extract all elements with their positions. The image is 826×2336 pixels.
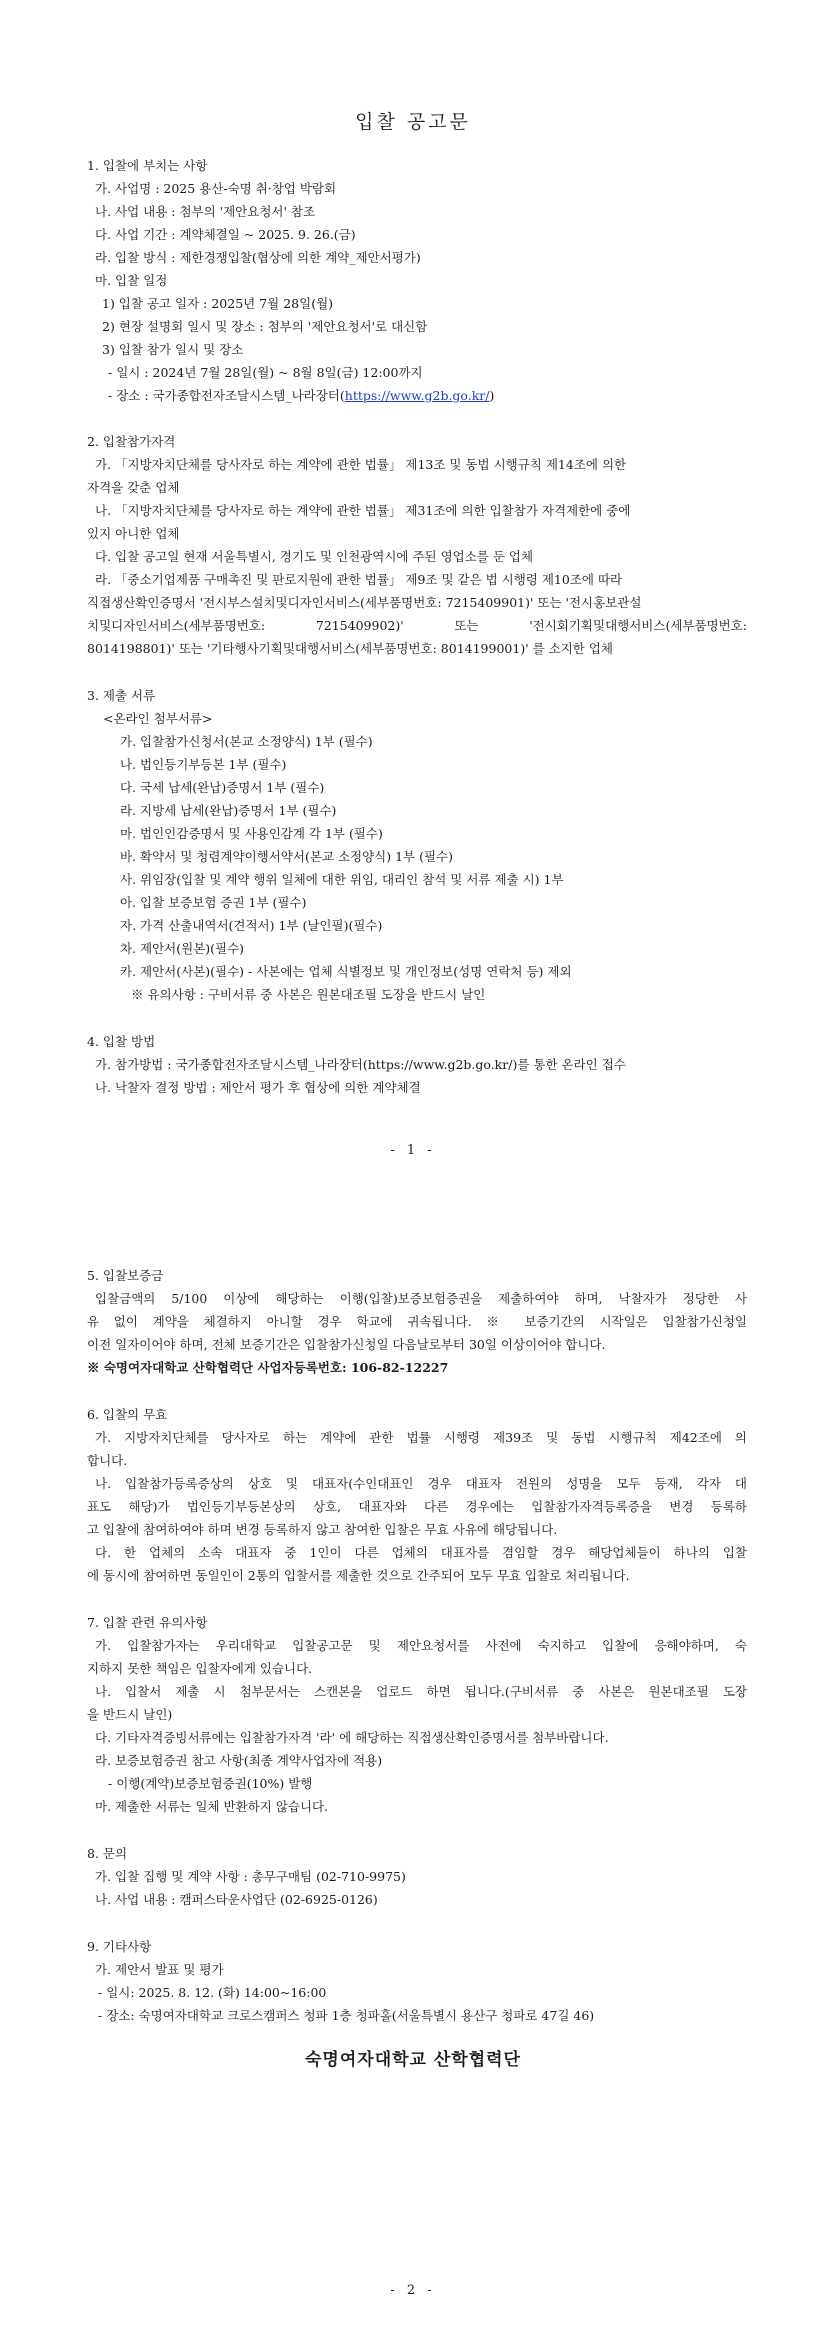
item-2-ga-2: 자격을 갖춘 업체: [87, 480, 180, 495]
page-number-2: - 2 -: [390, 2283, 436, 2298]
item-2-ra-1: 라. 「중소기업제품 구매촉진 및 판로지원에 관한 법률」 제9조 및 같은 법 시행령 제10조에 따라: [95, 572, 623, 587]
item-2-na-1: 나. 「지방자치단체를 당사자로 하는 계약에 관한 법률」 제31조에 의한 입찰참가 자격제한에 중에: [95, 503, 631, 518]
doc-ma: 마. 법인인감증명서 및 사용인감계 각 1부 (필수): [120, 826, 383, 841]
item-1-ma: 마. 입찰 일정: [95, 273, 168, 288]
item-7-ra: 라. 보증보험증권 참고 사항(최종 계약사업자에 적용): [95, 1753, 383, 1768]
item-6-na-3: 고 입찰에 참여하여야 하며 변경 등록하지 않고 참여한 입찰은 무효 사유에 해당됩니다.: [87, 1522, 558, 1537]
contact-procurement: 가. 입찰 집행 및 계약 사항 : 총무구매팀 (02-710-9975): [95, 1869, 406, 1884]
page-number-1: - 1 -: [390, 1143, 436, 1158]
doc-na: 나. 법인등기부등본 1부 (필수): [120, 757, 287, 772]
item-2-da: 다. 입찰 공고일 현재 서울특별시, 경기도 및 인천광역시에 주된 영업소를 둔 업체: [95, 549, 534, 564]
doc-ja: 자. 가격 산출내역서(견적서) 1부 (날인필)(필수): [120, 918, 383, 933]
item-7-ga-1: 가. 입찰참가자는 우리대학교 입찰공고문 및 제안요청서를 사전에 숙지하고 입찰에 응해야하며, 숙: [95, 1638, 747, 1653]
business-reg-number: ※ 숙명여자대학교 산학협력단 사업자등록번호: 106-82-12227: [87, 1360, 449, 1375]
section-1-heading: 1. 입찰에 부치는 사항: [87, 158, 208, 173]
doc-a: 아. 입찰 보증보험 증권 1부 (필수): [120, 895, 307, 910]
item-1-da: 다. 사업 기간 : 계약체결일 ~ 2025. 9. 26.(금): [95, 227, 356, 242]
section-6-heading: 6. 입찰의 무효: [87, 1407, 168, 1422]
item-4-ga: 가. 참가방법 : 국가종합전자조달시스템_나라장터(https://www.g2b.go.kr/)를 통한 온라인 접수: [95, 1057, 626, 1072]
g2b-link[interactable]: https://www.g2b.go.kr/: [344, 388, 490, 403]
item-2-na-2: 있지 아니한 업체: [87, 526, 180, 541]
item-1-ga: 가. 사업명 : 2025 용산-숙명 취·창업 박람회: [95, 181, 337, 196]
item-5-line-2: 유 없이 계약을 체결하지 아니할 경우 학교에 귀속됩니다. ※ 보증기간의 시작일은 입찰참가신청일: [87, 1314, 747, 1329]
section-4-heading: 4. 입찰 방법: [87, 1034, 156, 1049]
item-1-na: 나. 사업 내용 : 첨부의 '제안요청서' 참조: [95, 204, 316, 219]
presentation-place: - 장소: 숙명여자대학교 크로스캠퍼스 청파 1층 청파홀(서울특별시 용산구 청파로 47길 46): [98, 2008, 595, 2023]
doc-sa: 사. 위임장(입찰 및 계약 행위 일체에 대한 위임, 대리인 참석 및 서류 제출 시) 1부: [120, 872, 564, 887]
contact-campustown: 나. 사업 내용 : 캠퍼스타운사업단 (02-6925-0126): [95, 1892, 378, 1907]
item-9-ga: 가. 제안서 발표 및 평가: [95, 1962, 224, 1977]
item-2-ra-3: 치및디자인서비스(세부품명번호: 7215409902)' 또는 '전시회기획및대행서비스(세부품명번호:: [87, 618, 747, 633]
item-7-ma: 마. 제출한 서류는 일체 반환하지 않습니다.: [95, 1799, 329, 1814]
item-2-ra-2: 직접생산확인증명서 '전시부스설치및디자인서비스(세부품명번호: 7215409901)' 또는 '전시홍보관설: [87, 595, 642, 610]
item-7-ga-2: 지하지 못한 책임은 입찰자에게 있습니다.: [87, 1661, 313, 1676]
item-6-na-1: 나. 입찰참가등록증상의 상호 및 대표자(수인대표인 경우 대표자 전원의 성명을 모두 등재, 각자 대: [95, 1476, 747, 1491]
organization-name: 숙명여자대학교 산학협력단: [305, 2050, 521, 2070]
page-title: 입찰 공고문: [355, 111, 471, 133]
schedule-3-date: - 일시 : 2024년 7월 28일(월) ~ 8월 8일(금) 12:00까지: [108, 365, 423, 380]
doc-ba: 바. 확약서 및 청렴계약이행서약서(본교 소정양식) 1부 (필수): [120, 849, 453, 864]
item-6-ga-1: 가. 지방자치단체를 당사자로 하는 계약에 관한 법률 시행령 제39조 및 동법 시행규칙 제42조에 의: [95, 1430, 747, 1445]
section-5-heading: 5. 입찰보증금: [87, 1268, 164, 1283]
item-4-na: 나. 낙찰자 결정 방법 : 제안서 평가 후 협상에 의한 계약체결: [95, 1080, 421, 1095]
item-6-da-1: 다. 한 업체의 소속 대표자 중 1인이 다른 업체의 대표자를 겸임할 경우 해당업체들이 하나의 입찰: [95, 1545, 747, 1560]
schedule-2: 2) 현장 설명회 일시 및 장소 : 첨부의 '제안요청서'로 대신함: [102, 319, 428, 334]
item-1-ra: 라. 입찰 방식 : 제한경쟁입찰(협상에 의한 계약_제안서평가): [95, 250, 421, 265]
schedule-3: 3) 입찰 참가 일시 및 장소: [102, 342, 244, 357]
item-6-na-2: 표도 해당)가 법인등기부등본상의 상호, 대표자와 다른 경우에는 입찰참가자격등록증을 변경 등록하: [87, 1499, 747, 1514]
place-text: - 장소 : 국가종합전자조달시스템_나라장터(: [108, 388, 345, 403]
place-close: ): [489, 388, 495, 403]
item-7-na-1: 나. 입찰서 제출 시 첨부문서는 스캔본을 업로드 하면 됩니다.(구비서류 중 사본은 원본대조필 도장: [95, 1684, 747, 1699]
item-6-da-2: 에 동시에 참여하면 동일인이 2통의 입찰서를 제출한 것으로 간주되어 모두 무효 입찰로 처리됩니다.: [87, 1568, 630, 1583]
schedule-3-place: [108, 387, 494, 405]
section-7-heading: 7. 입찰 관련 유의사항: [87, 1615, 208, 1630]
item-7-na-2: 을 반드시 날인): [87, 1707, 173, 1722]
presentation-date: - 일시: 2025. 8. 12. (화) 14:00~16:00: [98, 1985, 327, 2000]
section-8-heading: 8. 문의: [87, 1846, 128, 1861]
doc-ga: 가. 입찰참가신청서(본교 소정양식) 1부 (필수): [120, 734, 373, 749]
doc-ka: 카. 제안서(사본)(필수) - 사본에는 업체 식별정보 및 개인정보(성명 연락처 등) 제외: [120, 964, 572, 979]
schedule-1: 1) 입찰 공고 일자 : 2025년 7월 28일(월): [102, 296, 334, 311]
item-2-ga-1: 가. 「지방자치단체를 당사자로 하는 계약에 관한 법률」 제13조 및 동법 시행규칙 제14조에 의한: [95, 457, 627, 472]
item-2-ra-4: 8014198801)' 또는 '기타행사기획및대행서비스(세부품명번호: 8014199001)' 를 소지한 업체: [87, 641, 613, 656]
online-docs-label: <온라인 첨부서류>: [103, 711, 213, 726]
section-3-heading: 3. 제출 서류: [87, 688, 156, 703]
doc-note: ※ 유의사항 : 구비서류 중 사본은 원본대조필 도장을 반드시 날인: [131, 987, 486, 1002]
section-2-heading: 2. 입찰참가자격: [87, 434, 176, 449]
doc-ra: 라. 지방세 납세(완납)증명서 1부 (필수): [120, 803, 337, 818]
item-5-line-3: 이전 일자이어야 하며, 전체 보증기간은 입찰참가신청일 다음날로부터 30일 이상이어야 합니다.: [87, 1337, 606, 1352]
doc-cha: 차. 제안서(원본)(필수): [120, 941, 245, 956]
item-7-da: 다. 기타자격증빙서류에는 입찰참가자격 '라' 에 해당하는 직접생산확인증명서를 첨부바랍니다.: [95, 1730, 609, 1745]
item-5-line-1: 입찰금액의 5/100 이상에 해당하는 이행(입찰)보증보험증권을 제출하여야 하며, 낙찰자가 정당한 사: [95, 1291, 747, 1306]
section-9-heading: 9. 기타사항: [87, 1939, 152, 1954]
doc-da: 다. 국세 납세(완납)증명서 1부 (필수): [120, 780, 325, 795]
item-7-ra-sub: - 이행(계약)보증보험증권(10%) 발행: [108, 1776, 313, 1791]
item-6-ga-2: 합니다.: [87, 1453, 128, 1468]
